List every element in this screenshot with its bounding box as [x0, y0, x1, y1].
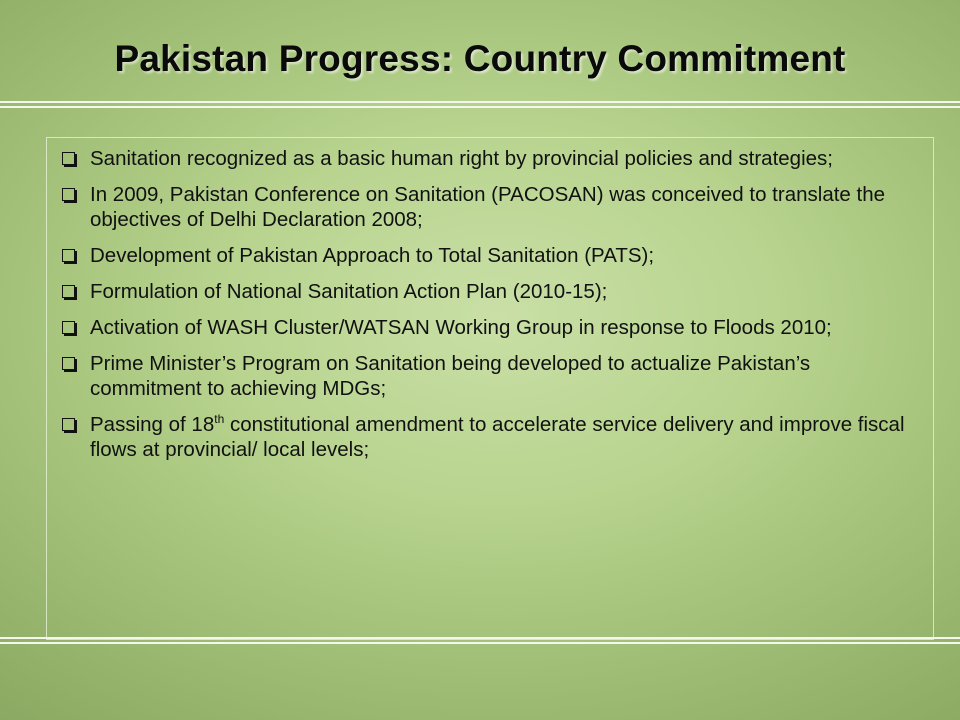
bullet-item: [60, 182, 920, 232]
square-bullet-icon: [62, 188, 75, 201]
square-bullet-icon: [62, 152, 75, 165]
bullet-item: [60, 351, 920, 401]
bullet-item: [60, 279, 920, 304]
footer-divider: [0, 637, 960, 644]
bullet-text-part: Passing of 18: [90, 413, 215, 436]
bullet-text: Sanitation recognized as a basic human right by provincial policies and strategies;: [90, 147, 833, 170]
bullet-text: Formulation of National Sanitation Action Plan (2010-15);: [90, 280, 608, 303]
bullet-text: In 2009, Pakistan Conference on Sanitation (PACOSAN) was conceived to translate the objectives of Delhi Declaration 2008;: [90, 183, 886, 231]
bullet-item: [60, 412, 920, 462]
square-bullet-icon: [62, 418, 75, 431]
bullet-text-part: constitutional amendment to accelerate service delivery and improve fiscal flows at provincial/ local levels;: [90, 413, 905, 461]
title-divider: [0, 101, 960, 108]
bullet-item: [60, 315, 920, 340]
square-bullet-icon: [62, 321, 75, 334]
bullet-text: Activation of WASH Cluster/WATSAN Working Group in response to Floods 2010;: [90, 316, 832, 339]
square-bullet-icon: [62, 357, 75, 370]
superscript: th: [214, 412, 225, 427]
bullet-text: Development of Pakistan Approach to Total Sanitation (PATS);: [90, 244, 655, 267]
bullet-item: [60, 146, 920, 171]
bullet-text: Prime Minister’s Program on Sanitation being developed to actualize Pakistan’s commitment to achieving MDGs;: [90, 352, 811, 400]
square-bullet-icon: [62, 249, 75, 262]
bullet-item: [60, 243, 920, 268]
square-bullet-icon: [62, 285, 75, 298]
bullet-list: [60, 146, 920, 473]
slide-title: Pakistan Progress: Country Commitment: [114, 38, 846, 79]
